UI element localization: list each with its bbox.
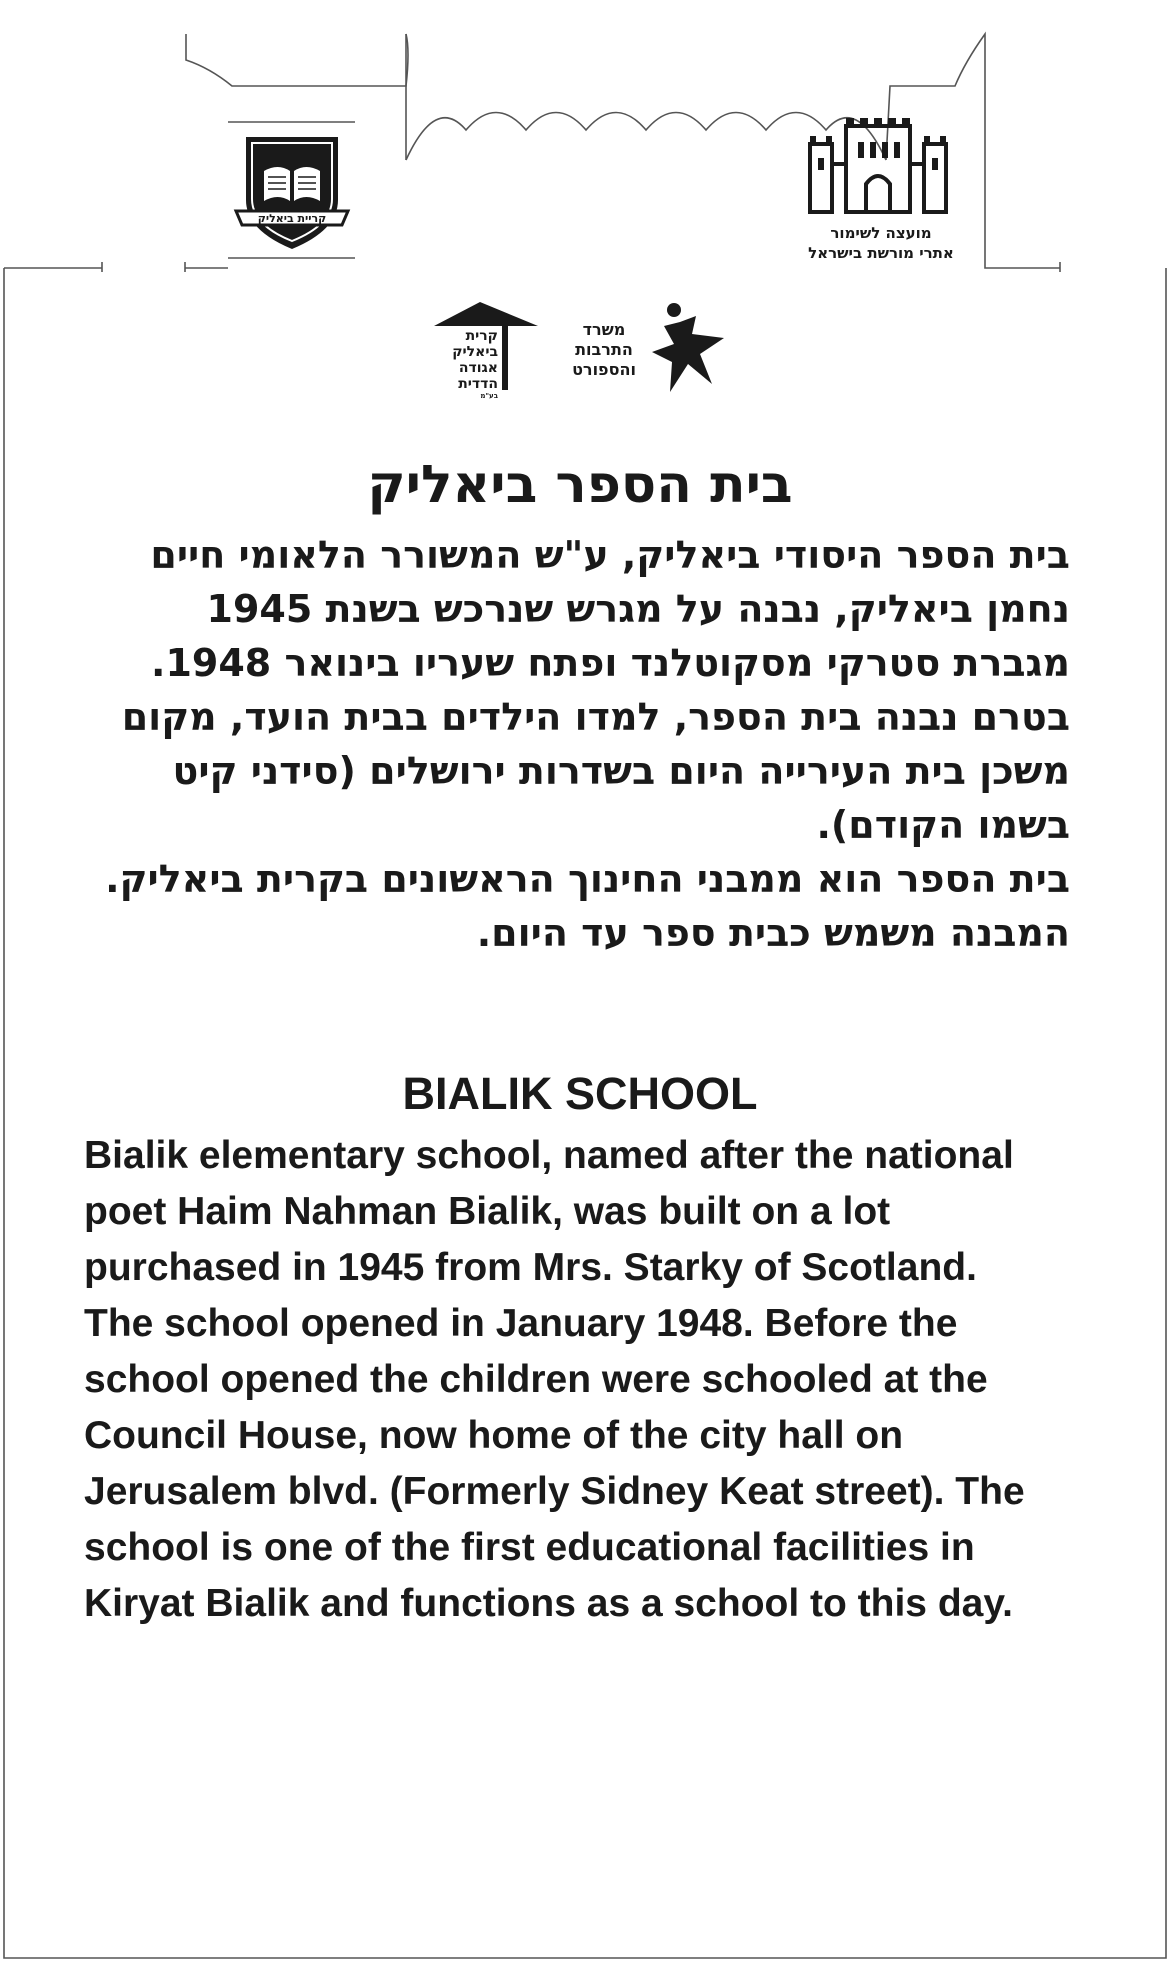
kiryat-bialik-line3: אגודה (458, 360, 498, 376)
heritage-council-logo (796, 118, 966, 268)
ministry-culture-sport-logo (560, 300, 730, 400)
heritage-council-line1: מועצה לשימור (830, 224, 932, 242)
roof-icon (430, 300, 540, 330)
kiryat-bialik-logo (430, 300, 540, 400)
ministry-line3: והספורט (572, 360, 636, 379)
school-badge-text: קריית ביאליק (257, 212, 327, 225)
shield-icon (232, 125, 352, 255)
english-body (84, 1128, 1044, 1632)
hebrew-body (100, 528, 1070, 960)
star-figure-icon (650, 300, 730, 396)
hebrew-title: בית הספר ביאליק (367, 455, 793, 515)
kiryat-bialik-line5: בע"מ (480, 392, 498, 400)
wall-icon (500, 326, 510, 406)
kiryat-bialik-line2: ביאליק (452, 344, 498, 360)
heritage-council-line2: אתרי מורשת בישראל (808, 244, 954, 262)
hebrew-paragraph-1: בית הספר היסודי ביאליק, ע"ש המשורר הלאומי חיים נחמן ביאליק, נבנה על מגרש שנרכש בשנת 1945 מגברת סטרקי מסקוטלנד ופתח שעריו בינואר 1948. בטרם נבנה בית הספר, למדו הילדים בבית הועד, מקום משכן בית העירייה היום בשדרות ירושלים (סידני קיט בשמו הקודם). (121, 533, 1070, 847)
english-paragraph: Bialik elementary school, named after the national poet Haim Nahman Bialik, was built on a lot purchased in 1945 from Mrs. Starky of Scotland. The school opened in January 1948. Before the school opened the children were schooled at the Council House, now home of the city hall on Jerusalem blvd. (Formerly Sidney Keat street). The school is one of the first educational facilities in Kiryat Bialik and functions as a school to this day. (84, 1134, 1025, 1625)
ministry-line2: התרבות (575, 340, 633, 359)
ministry-line1: משרד (582, 320, 626, 339)
kiryat-bialik-line4: הדדית (458, 376, 498, 392)
hebrew-paragraph-2: בית הספר הוא ממבני החינוך הראשונים בקרית ביאליק. המבנה משמש כבית ספר עד היום. (105, 857, 1070, 955)
kiryat-bialik-line1: קרית (465, 328, 498, 344)
castle-icon (796, 118, 966, 218)
school-badge-logo (232, 125, 352, 255)
english-title: BIALIK SCHOOL (402, 1068, 758, 1119)
